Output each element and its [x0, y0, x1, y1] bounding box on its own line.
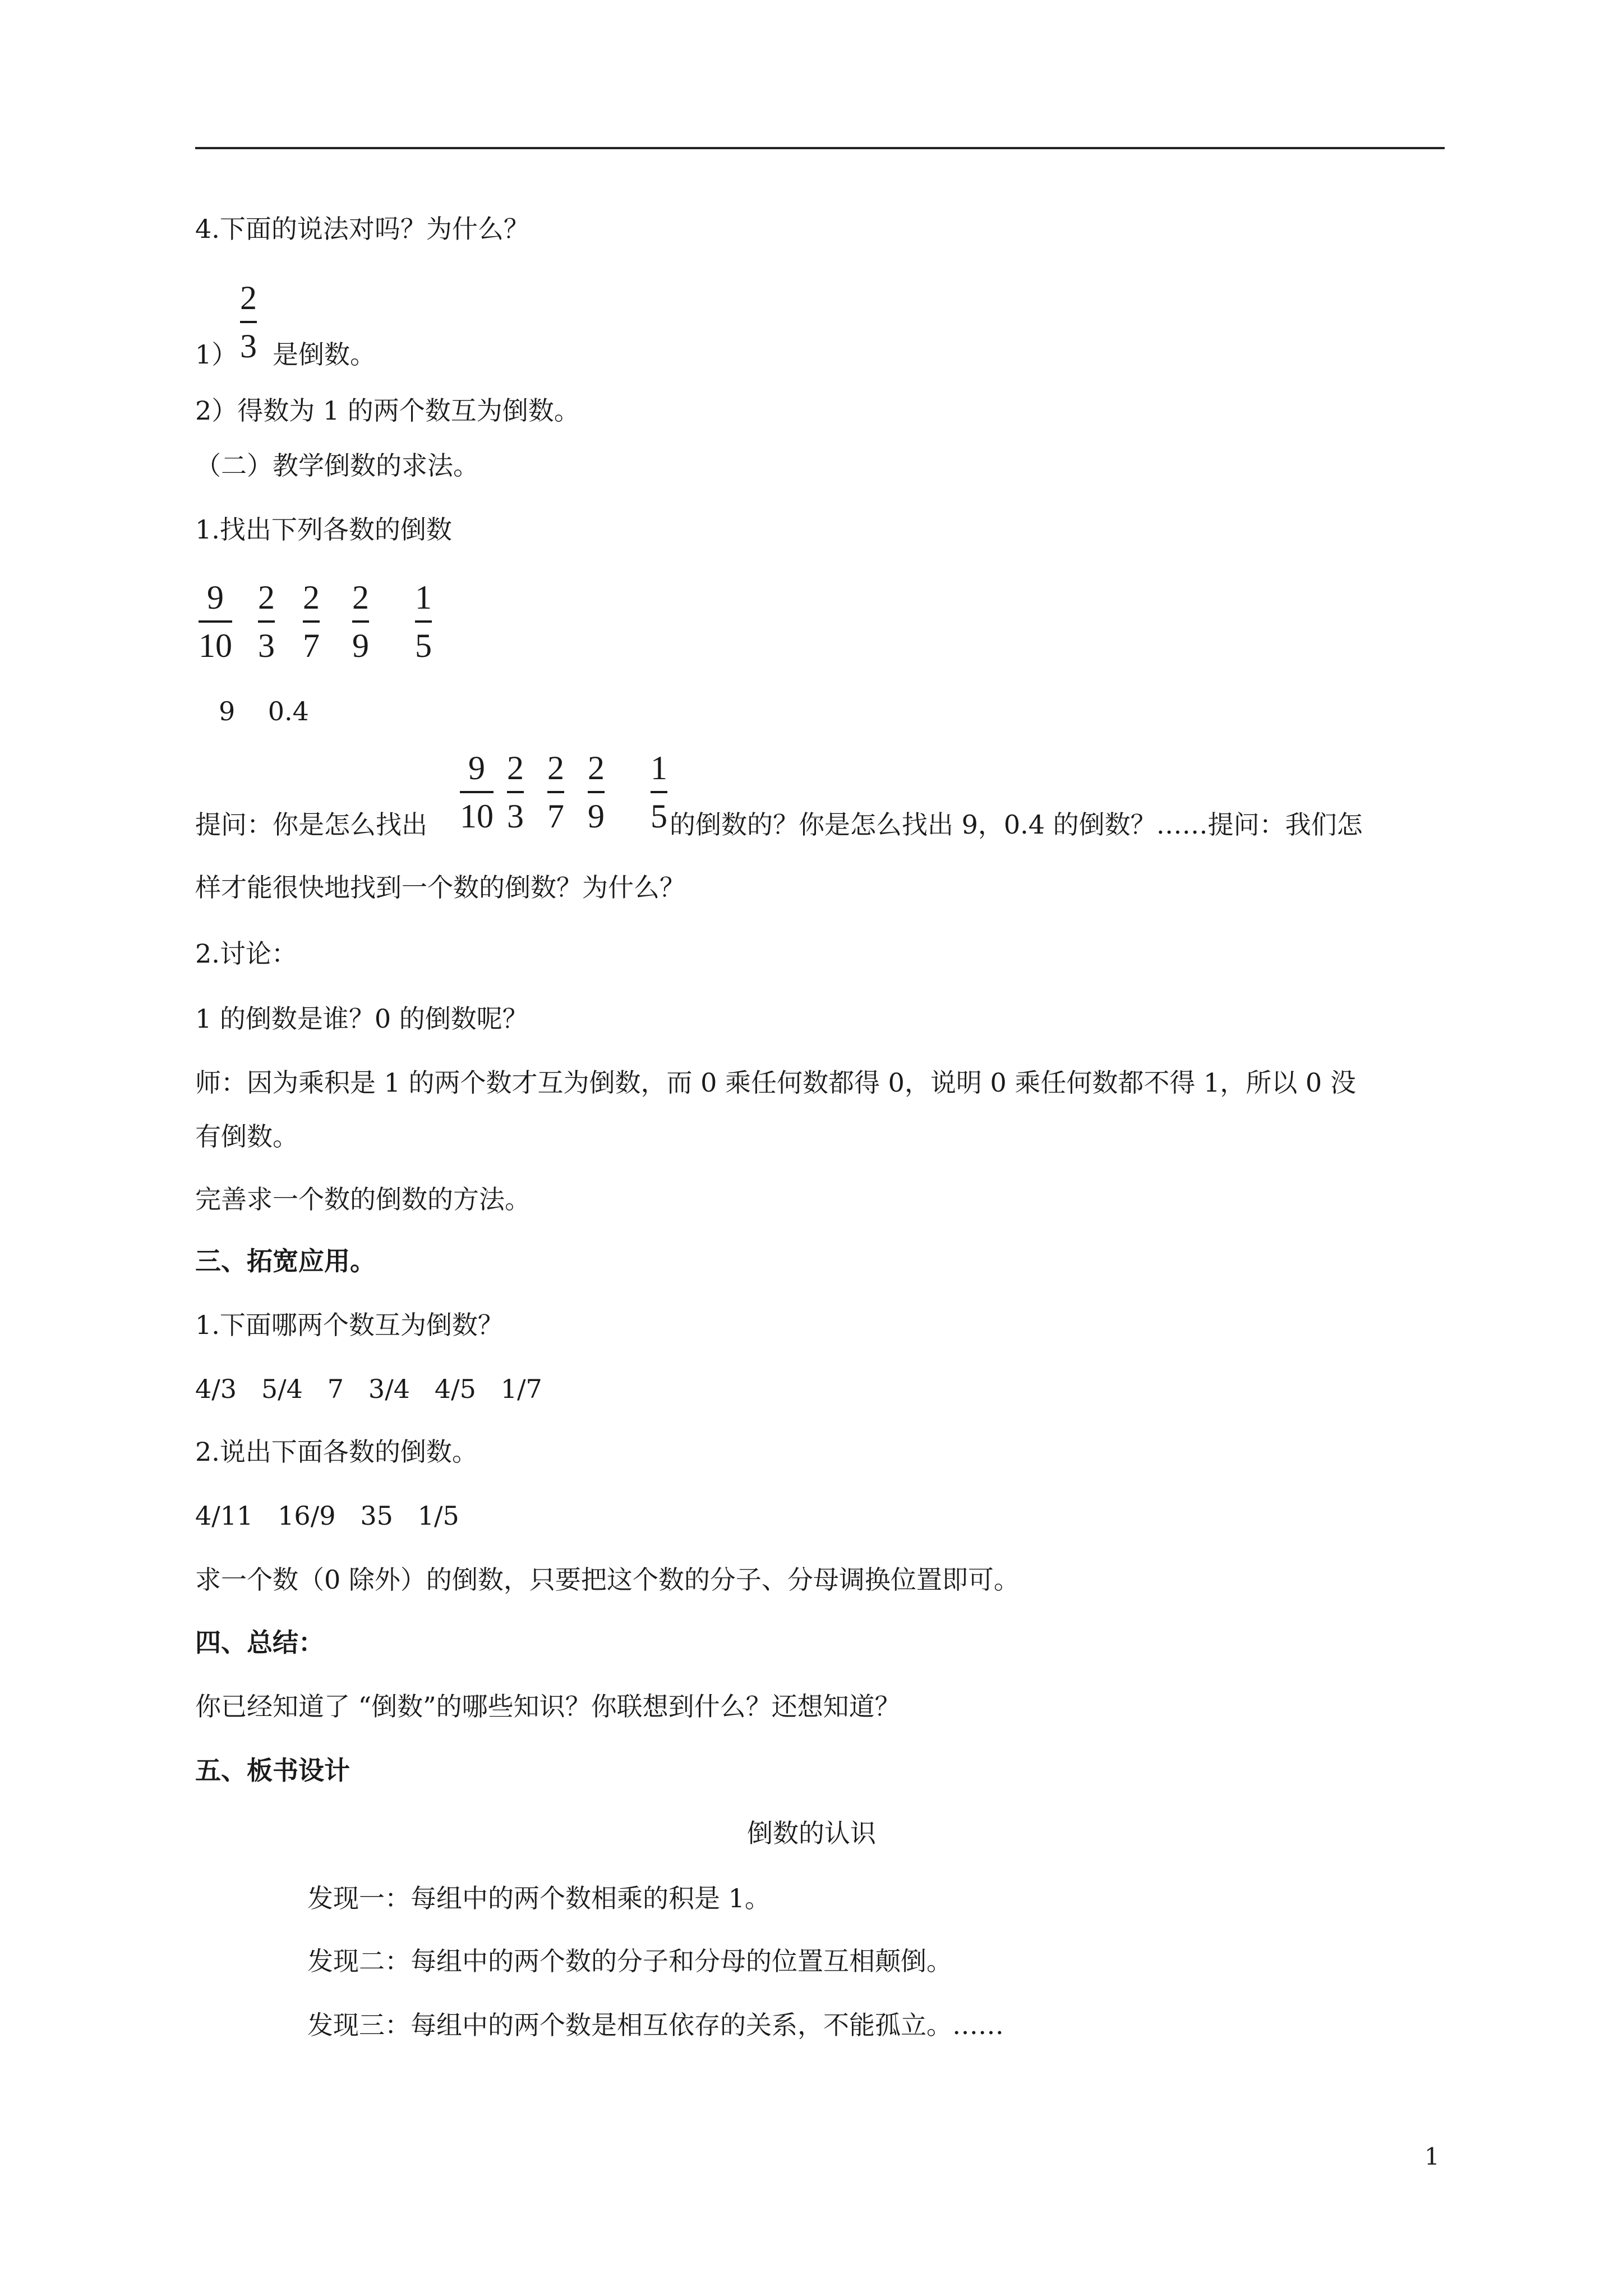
section-2-title: （二）教学倒数的求法。 [195, 450, 479, 481]
fraction-item [507, 748, 524, 836]
ask-line-2: 样才能很快地找到一个数的倒数？为什么？ [195, 872, 685, 903]
finding-2: 发现二：每组中的两个数的分子和分母的位置互相颠倒。 [307, 1946, 952, 1976]
denominator: 7 [547, 798, 564, 835]
find-reciprocals: 1.找出下列各数的倒数 [195, 514, 452, 545]
improve-method: 完善求一个数的倒数的方法。 [195, 1184, 531, 1214]
fraction-bar [588, 791, 605, 793]
finding-1: 发现一：每组中的两个数相乘的积是 1。 [307, 1883, 771, 1913]
fraction-item [415, 578, 432, 665]
q4-item-2: 2）得数为 1 的两个数互为倒数。 [195, 395, 580, 426]
numerator: 2 [258, 579, 275, 616]
denominator: 3 [240, 328, 257, 365]
fraction-item [651, 748, 667, 836]
denominator: 10 [199, 627, 232, 664]
fraction-item [258, 578, 275, 665]
fraction-bar [415, 620, 432, 623]
fraction-bar [240, 321, 257, 323]
application-1-numbers: 4/3 5/4 7 3/4 4/5 1/7 [195, 1374, 542, 1404]
fraction-2-3 [240, 278, 257, 366]
fraction-bar [199, 620, 232, 623]
numerator: 2 [303, 579, 320, 616]
fraction-item [588, 748, 605, 836]
teacher-line-1: 师：因为乘积是 1 的两个数才互为倒数，而 0 乘任何数都得 0，说明 0 乘任何数都不得 1，所以 0 没 [195, 1068, 1356, 1098]
numerator: 2 [507, 749, 524, 786]
numerator: 2 [352, 579, 369, 616]
fraction-item [460, 748, 494, 836]
page-number: 1 [1424, 2143, 1440, 2170]
fraction-bar [258, 620, 275, 623]
discussion-title: 2.讨论： [195, 938, 297, 969]
denominator: 3 [258, 627, 275, 664]
numerator: 2 [547, 749, 564, 786]
ask-suffix: 的倒数的？你是怎么找出 9，0.4 的倒数？……提问：我们怎 [670, 809, 1363, 840]
q4-item-1-suffix: 是倒数。 [273, 339, 376, 370]
fraction-item [547, 748, 564, 836]
application-2-numbers: 4/11 16/9 35 1/5 [195, 1501, 459, 1531]
board-title: 倒数的认识 [747, 1818, 876, 1848]
reciprocal-rule: 求一个数（0 除外）的倒数，只要把这个数的分子、分母调换位置即可。 [195, 1565, 1020, 1595]
fraction-bar [651, 791, 667, 793]
numerator: 9 [468, 749, 485, 786]
numbers-row: 9 0.4 [219, 696, 309, 726]
fraction-item [303, 578, 320, 665]
q4-item-1-prefix: 1） [195, 339, 238, 370]
denominator: 10 [460, 798, 494, 835]
fraction-item [352, 578, 369, 665]
fraction-bar [303, 620, 320, 623]
fraction-bar [460, 791, 494, 793]
section-5-title: 五、板书设计 [195, 1755, 350, 1786]
denominator: 9 [352, 627, 369, 664]
summary-text: 你已经知道了 “倒数”的哪些知识？你联想到什么？还想知道？ [195, 1691, 901, 1722]
application-2: 2.说出下面各数的倒数。 [195, 1437, 478, 1467]
denominator: 7 [303, 627, 320, 664]
numerator: 1 [651, 749, 667, 786]
denominator: 9 [588, 798, 605, 835]
fraction-bar [507, 791, 524, 793]
section-3-title: 三、拓宽应用。 [195, 1246, 376, 1276]
denominator: 3 [507, 798, 524, 835]
fraction-item [199, 578, 232, 665]
application-1: 1.下面哪两个数互为倒数？ [195, 1310, 504, 1340]
section-4-title: 四、总结： [195, 1627, 324, 1658]
teacher-line-2: 有倒数。 [195, 1121, 298, 1152]
numerator: 1 [415, 579, 432, 616]
fraction-bar [352, 620, 369, 623]
numerator: 2 [588, 749, 605, 786]
finding-3: 发现三：每组中的两个数是相互依存的关系，不能孤立。…… [307, 2010, 1004, 2040]
denominator: 5 [651, 798, 667, 835]
denominator: 5 [415, 627, 432, 664]
question-4: 4.下面的说法对吗？为什么？ [195, 214, 529, 244]
discussion-question: 1 的倒数是谁？0 的倒数呢？ [195, 1004, 528, 1034]
ask-prefix: 提问：你是怎么找出 [195, 809, 427, 840]
header-rule [195, 147, 1445, 149]
numerator: 9 [207, 579, 224, 616]
fraction-bar [547, 791, 564, 793]
numerator: 2 [240, 279, 257, 316]
